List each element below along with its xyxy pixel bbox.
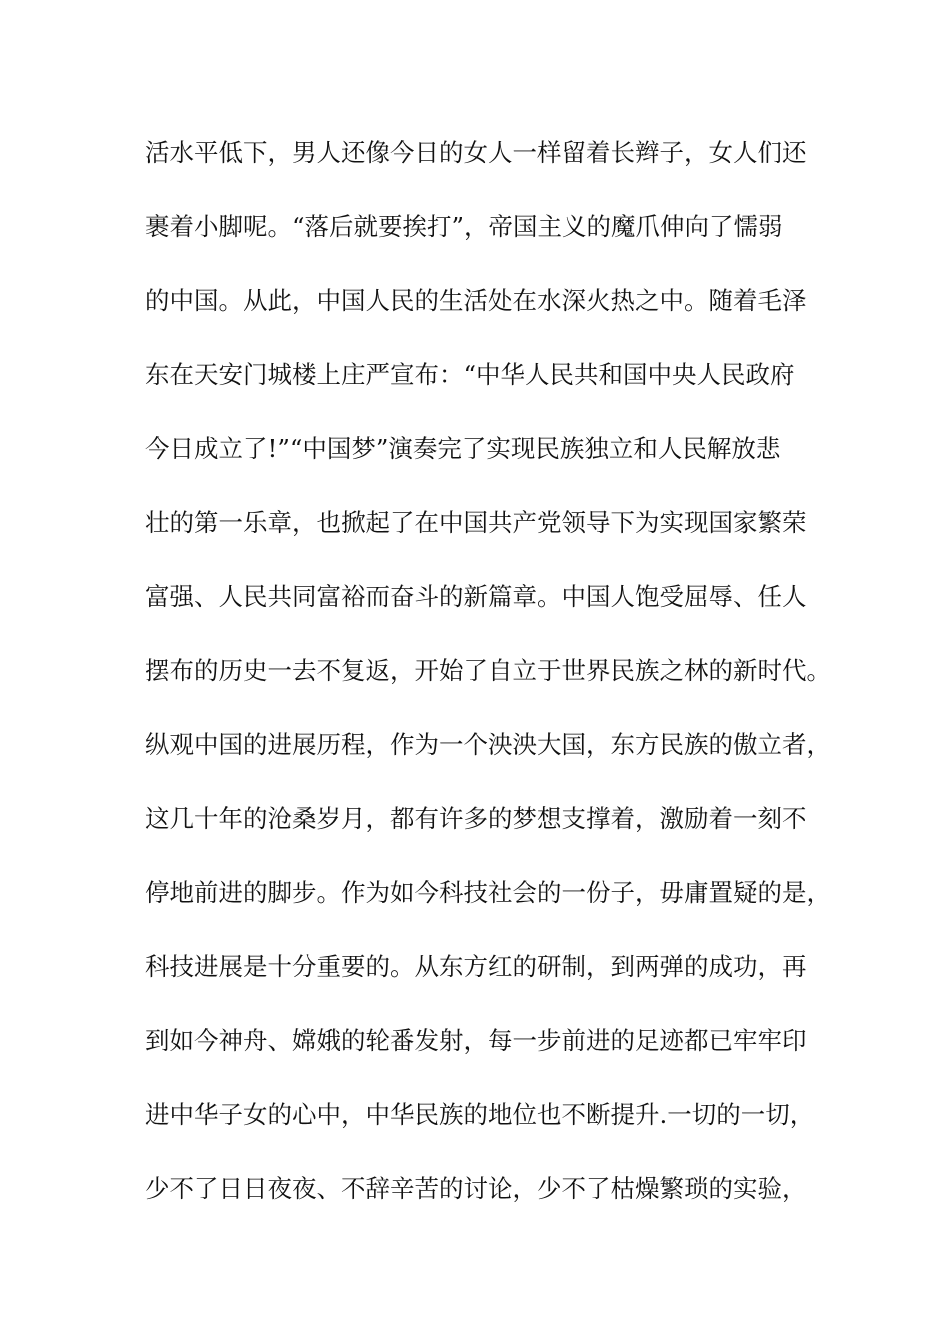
- text-line: 壮的第一乐章，也掀起了在中国共产党领导下为实现国家繁荣: [145, 508, 807, 537]
- text-line: 到如今神舟、嫦娥的轮番发射，每一步前进的足迹都已牢牢印: [145, 1026, 807, 1055]
- text-line: 富强、人民共同富裕而奋斗的新篇章。中国人饱受屈辱、任人: [145, 582, 807, 611]
- text-line: 活水平低下，男人还像今日的女人一样留着长辫子，女人们还: [145, 138, 807, 167]
- text-line: 进中华子女的心中，中华民族的地位也不断提升.一切的一切，: [145, 1100, 815, 1129]
- text-line: 纵观中国的进展历程，作为一个泱泱大国，东方民族的傲立者，: [145, 730, 831, 759]
- text-line: 少不了日日夜夜、不辞辛苦的讨论，少不了枯燥繁琐的实验，: [145, 1174, 807, 1203]
- text-line: 停地前进的脚步。作为如今科技社会的一份子，毋庸置疑的是，: [145, 878, 831, 907]
- text-line: 东在天安门城楼上庄严宣布：“中华人民共和国中央人民政府: [145, 360, 795, 389]
- text-line: 裹着小脚呢。“落后就要挨打”，帝国主义的魔爪伸向了懦弱: [145, 212, 783, 241]
- body-text: [145, 131, 845, 1241]
- text-line: 科技进展是十分重要的。从东方红的研制，到两弹的成功，再: [145, 952, 807, 981]
- text-line: 这几十年的沧桑岁月，都有许多的梦想支撑着，激励着一刻不: [145, 804, 807, 833]
- text-line: 摆布的历史一去不复返，开始了自立于世界民族之林的新时代。: [145, 656, 831, 685]
- text-line: 今日成立了!”“中国梦”演奏完了实现民族独立和人民解放悲: [145, 434, 781, 463]
- text-line: 的中国。从此，中国人民的生活处在水深火热之中。随着毛泽: [145, 286, 807, 315]
